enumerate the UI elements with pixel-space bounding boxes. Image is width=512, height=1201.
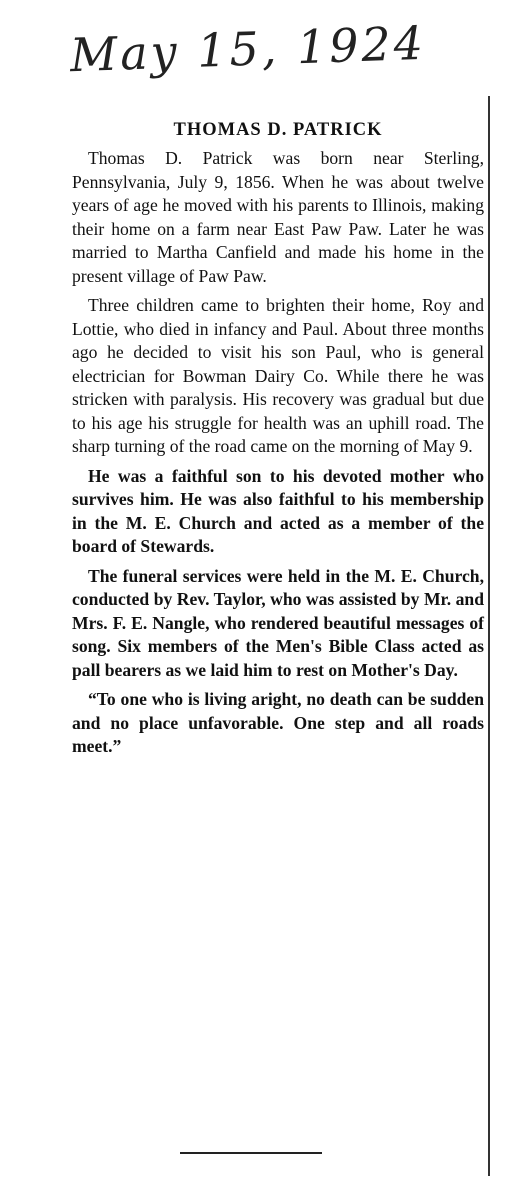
headline: THOMAS D. PATRICK <box>173 120 383 140</box>
end-rule <box>180 1152 322 1154</box>
paragraph-funeral: The funeral services were held in the M. E. Church, conducted by Rev. Taylor, who was assisted by Mr. and Mrs. F. E. Nangle, who rendered beautiful messages of song. Six members of the Men's Bible Class acted as pall bearers as we laid him to rest on Mother's Day. <box>72 565 484 680</box>
obituary-column <box>72 120 484 765</box>
paragraph-faithfulness: He was a faithful son to his devoted mother who survives him. He was also faithful to his membership in the M. E. Church and acted as a member of the board of Stewards. <box>72 465 484 556</box>
paragraph-quote: “To one who is living aright, no death can be sudden and no place unfavorable. One step and all roads meet.” <box>72 689 484 756</box>
paragraph-family-illness: Three children came to brighten their home, Roy and Lottie, who died in infancy and Paul. About three months ago he decided to visit his son Paul, who is general electrician for Bowman Dairy Co. While there he was stricken with paralysis. His recovery was gradual but due to his age his struggle for health was an uphill road. The sharp turning of the road came on the morning of May 9. <box>72 295 484 456</box>
paragraph-biography: Thomas D. Patrick was born near Sterling, Pennsylvania, July 9, 1856. When he was about twelve years of age he moved with his parents to Illinois, making their home on a farm near East Paw Paw. Later he was married to Martha Canfield and made his home in the present village of Paw Paw. <box>72 148 484 286</box>
column-rule <box>488 96 490 1176</box>
handwritten-date: May 15, 1924 <box>69 15 427 83</box>
